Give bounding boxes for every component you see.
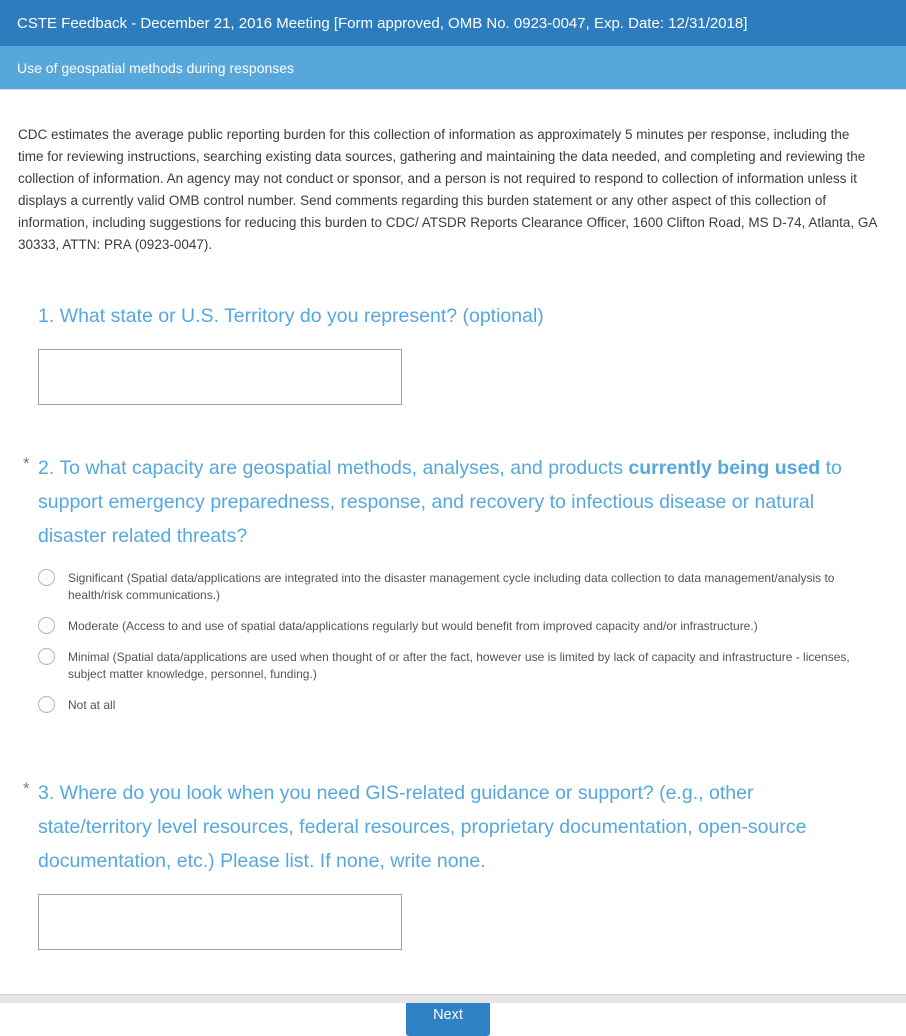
page-title: Use of geospatial methods during responses (17, 59, 295, 76)
required-asterisk: * (23, 454, 30, 473)
option-label[interactable]: Minimal (Spatial data/applications are used when thought of or after the fact, however use is limited by lack of capacity and infrastructure - licenses, subject matter knowledge, personnel, funding.) (68, 650, 850, 681)
question-2-title-suffix: to support emergency preparedness, response, and recovery to infectious disease or natural disaster related threats? (38, 457, 842, 547)
question-2-title-prefix: 2. To what capacity are geospatial methods, analyses, and products (38, 457, 629, 479)
survey-content (0, 90, 906, 1036)
option-label[interactable]: Not at all (68, 698, 116, 712)
survey-title: CSTE Feedback - December 21, 2016 Meeting [Form approved, OMB No. 0923-0047, Exp. Date: 12/31/2018] (17, 14, 748, 32)
radio-button[interactable] (38, 648, 55, 665)
radio-button[interactable] (38, 696, 55, 713)
option-significant[interactable] (38, 569, 868, 604)
question-1-answer-input[interactable] (38, 349, 402, 405)
option-moderate[interactable] (38, 617, 868, 635)
radio-button[interactable] (38, 569, 55, 586)
option-minimal[interactable] (38, 648, 868, 683)
question-1 (38, 299, 878, 405)
question-1-title: 1. What state or U.S. Territory do you represent? (optional) (38, 305, 544, 327)
next-button[interactable]: Next (406, 994, 490, 1036)
radio-button[interactable] (38, 617, 55, 634)
question-3 (23, 776, 878, 950)
question-2-title (38, 451, 848, 553)
question-3-title: 3. Where do you look when you need GIS-related guidance or support? (e.g., other state/territory level resources, federal resources, proprietary documentation, open-source documentation, etc.) Please list. If none, write none. (38, 782, 807, 872)
option-not-at-all[interactable] (38, 696, 868, 714)
survey-title-bar (0, 0, 906, 46)
option-label[interactable]: Moderate (Access to and use of spatial data/applications regularly but would benefit from improved capacity and/or infrastructure.) (68, 619, 758, 633)
question-2-title-bold: currently being used (628, 457, 821, 479)
required-asterisk: * (23, 779, 30, 798)
question-2-options (38, 569, 878, 714)
option-label[interactable]: Significant (Spatial data/applications are integrated into the disaster management cycle including data collection to data management/analysis to health/risk communications.) (68, 571, 835, 602)
question-2 (23, 451, 878, 714)
page-bottom-strip (0, 994, 906, 1003)
page-title-bar (0, 46, 906, 90)
question-3-answer-input[interactable] (38, 894, 402, 950)
burden-statement: CDC estimates the average public reporting burden for this collection of information as approximately 5 minutes per response, including the time for reviewing instructions, searching existing data sources, gathering and maintaining the data needed, and completing and reviewing the collection of information. An agency may not conduct or sponsor, and a person is not required to respond to collection of information unless it displays a currently valid OMB control number. Send comments regarding this burden statement or any other aspect of this collection of information, including suggestions for reducing this burden to CDC/ ATSDR Reports Clearance Officer, 1600 Clifton Road, MS D-74, Atlanta, GA 30333, ATTN: PRA (0923-0047). (18, 127, 877, 252)
